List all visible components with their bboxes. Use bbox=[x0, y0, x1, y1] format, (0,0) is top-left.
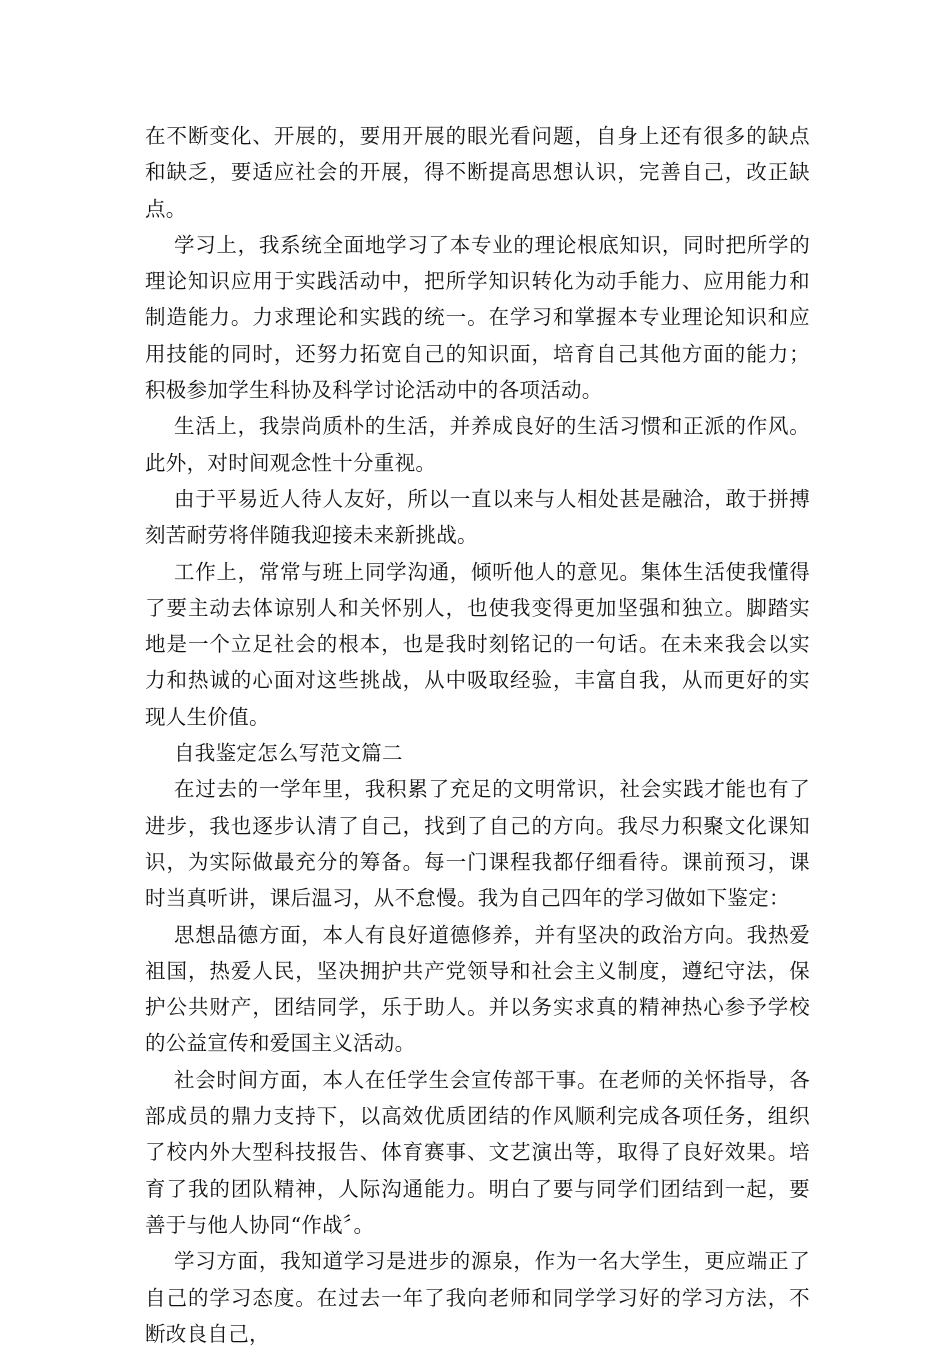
document-body bbox=[145, 118, 810, 1352]
paragraph-study: 学习上，我系统全面地学习了本专业的理论根底知识，同时把所学的理论知识应用于实践活动中，把所学知识转化为动手能力、应用能力和制造能力。力求理论和实践的统一。在学习和掌握本专业理论知识和应用技能的同时，还努力拓宽自己的知识面，培育自己其他方面的能力；积极参加学生科协及科学讨论活动中的各项活动。 bbox=[145, 232, 810, 403]
paragraph-relations: 由于平易近人待人友好，所以一直以来与人相处甚是融洽，敢于拼搏刻苦耐劳将伴随我迎接未来新挑战。 bbox=[145, 486, 810, 548]
section-heading: 自我鉴定怎么写范文篇二 bbox=[174, 741, 403, 766]
paragraph-social-practice: 社会时间方面，本人在任学生会宣传部干事。在老师的关怀指导，各部成员的鼎力支持下，以高效优质团结的作风顺利完成各项任务，组织了校内外大型科技报告、体育赛事、文艺演出等，取得了良好效果。培育了我的团队精神，人际沟通能力。明白了要与同学们团结到一起，要善于与他人协同“作战〞。 bbox=[145, 1067, 810, 1237]
paragraph-learning: 学习方面，我知道学习是进步的源泉，作为一名大学生，更应端正了自己的学习态度。在过去一年了我向老师和同学学习好的学习方法，不断改良自己， bbox=[145, 1249, 810, 1346]
paragraph-life: 生活上，我崇尚质朴的生活，并养成良好的生活习惯和正派的作风。此外，对时间观念性十分重视。 bbox=[145, 414, 810, 475]
paragraph-work: 工作上，常常与班上同学沟通，倾听他人的意见。集体生活使我懂得了要主动去体谅别人和关怀别人，也使我变得更加坚强和独立。脚踏实地是一个立足社会的根本，也是我时刻铭记的一句话。在未来我会以实力和热诚的心面对这些挑战，从中吸取经验，丰富自我，从而更好的实现人生价值。 bbox=[145, 559, 810, 729]
paragraph-morality: 思想品德方面，本人有良好道德修养，并有坚决的政治方向。我热爱祖国，热爱人民，坚决拥护共产党领导和社会主义制度，遵纪守法，保护公共财产，团结同学，乐于助人。并以务实求真的精神热心参予学校的公益宣传和爱国主义活动。 bbox=[145, 922, 810, 1056]
paragraph-past-year: 在过去的一学年里，我积累了充足的文明常识，社会实践才能也有了进步，我也逐步认清了自己，找到了自己的方向。我尽力积聚文化课知识，为实际做最充分的筹备。每一门课程我都仔细看待。课前预习，课时当真听讲，课后温习，从不怠慢。我为自己四年的学习做如下鉴定： bbox=[145, 777, 810, 911]
paragraph-continuation: 在不断变化、开展的，要用开展的眼光看问题，自身上还有很多的缺点和缺乏，要适应社会的开展，得不断提高思想认识，完善自己，改正缺点。 bbox=[145, 124, 810, 221]
